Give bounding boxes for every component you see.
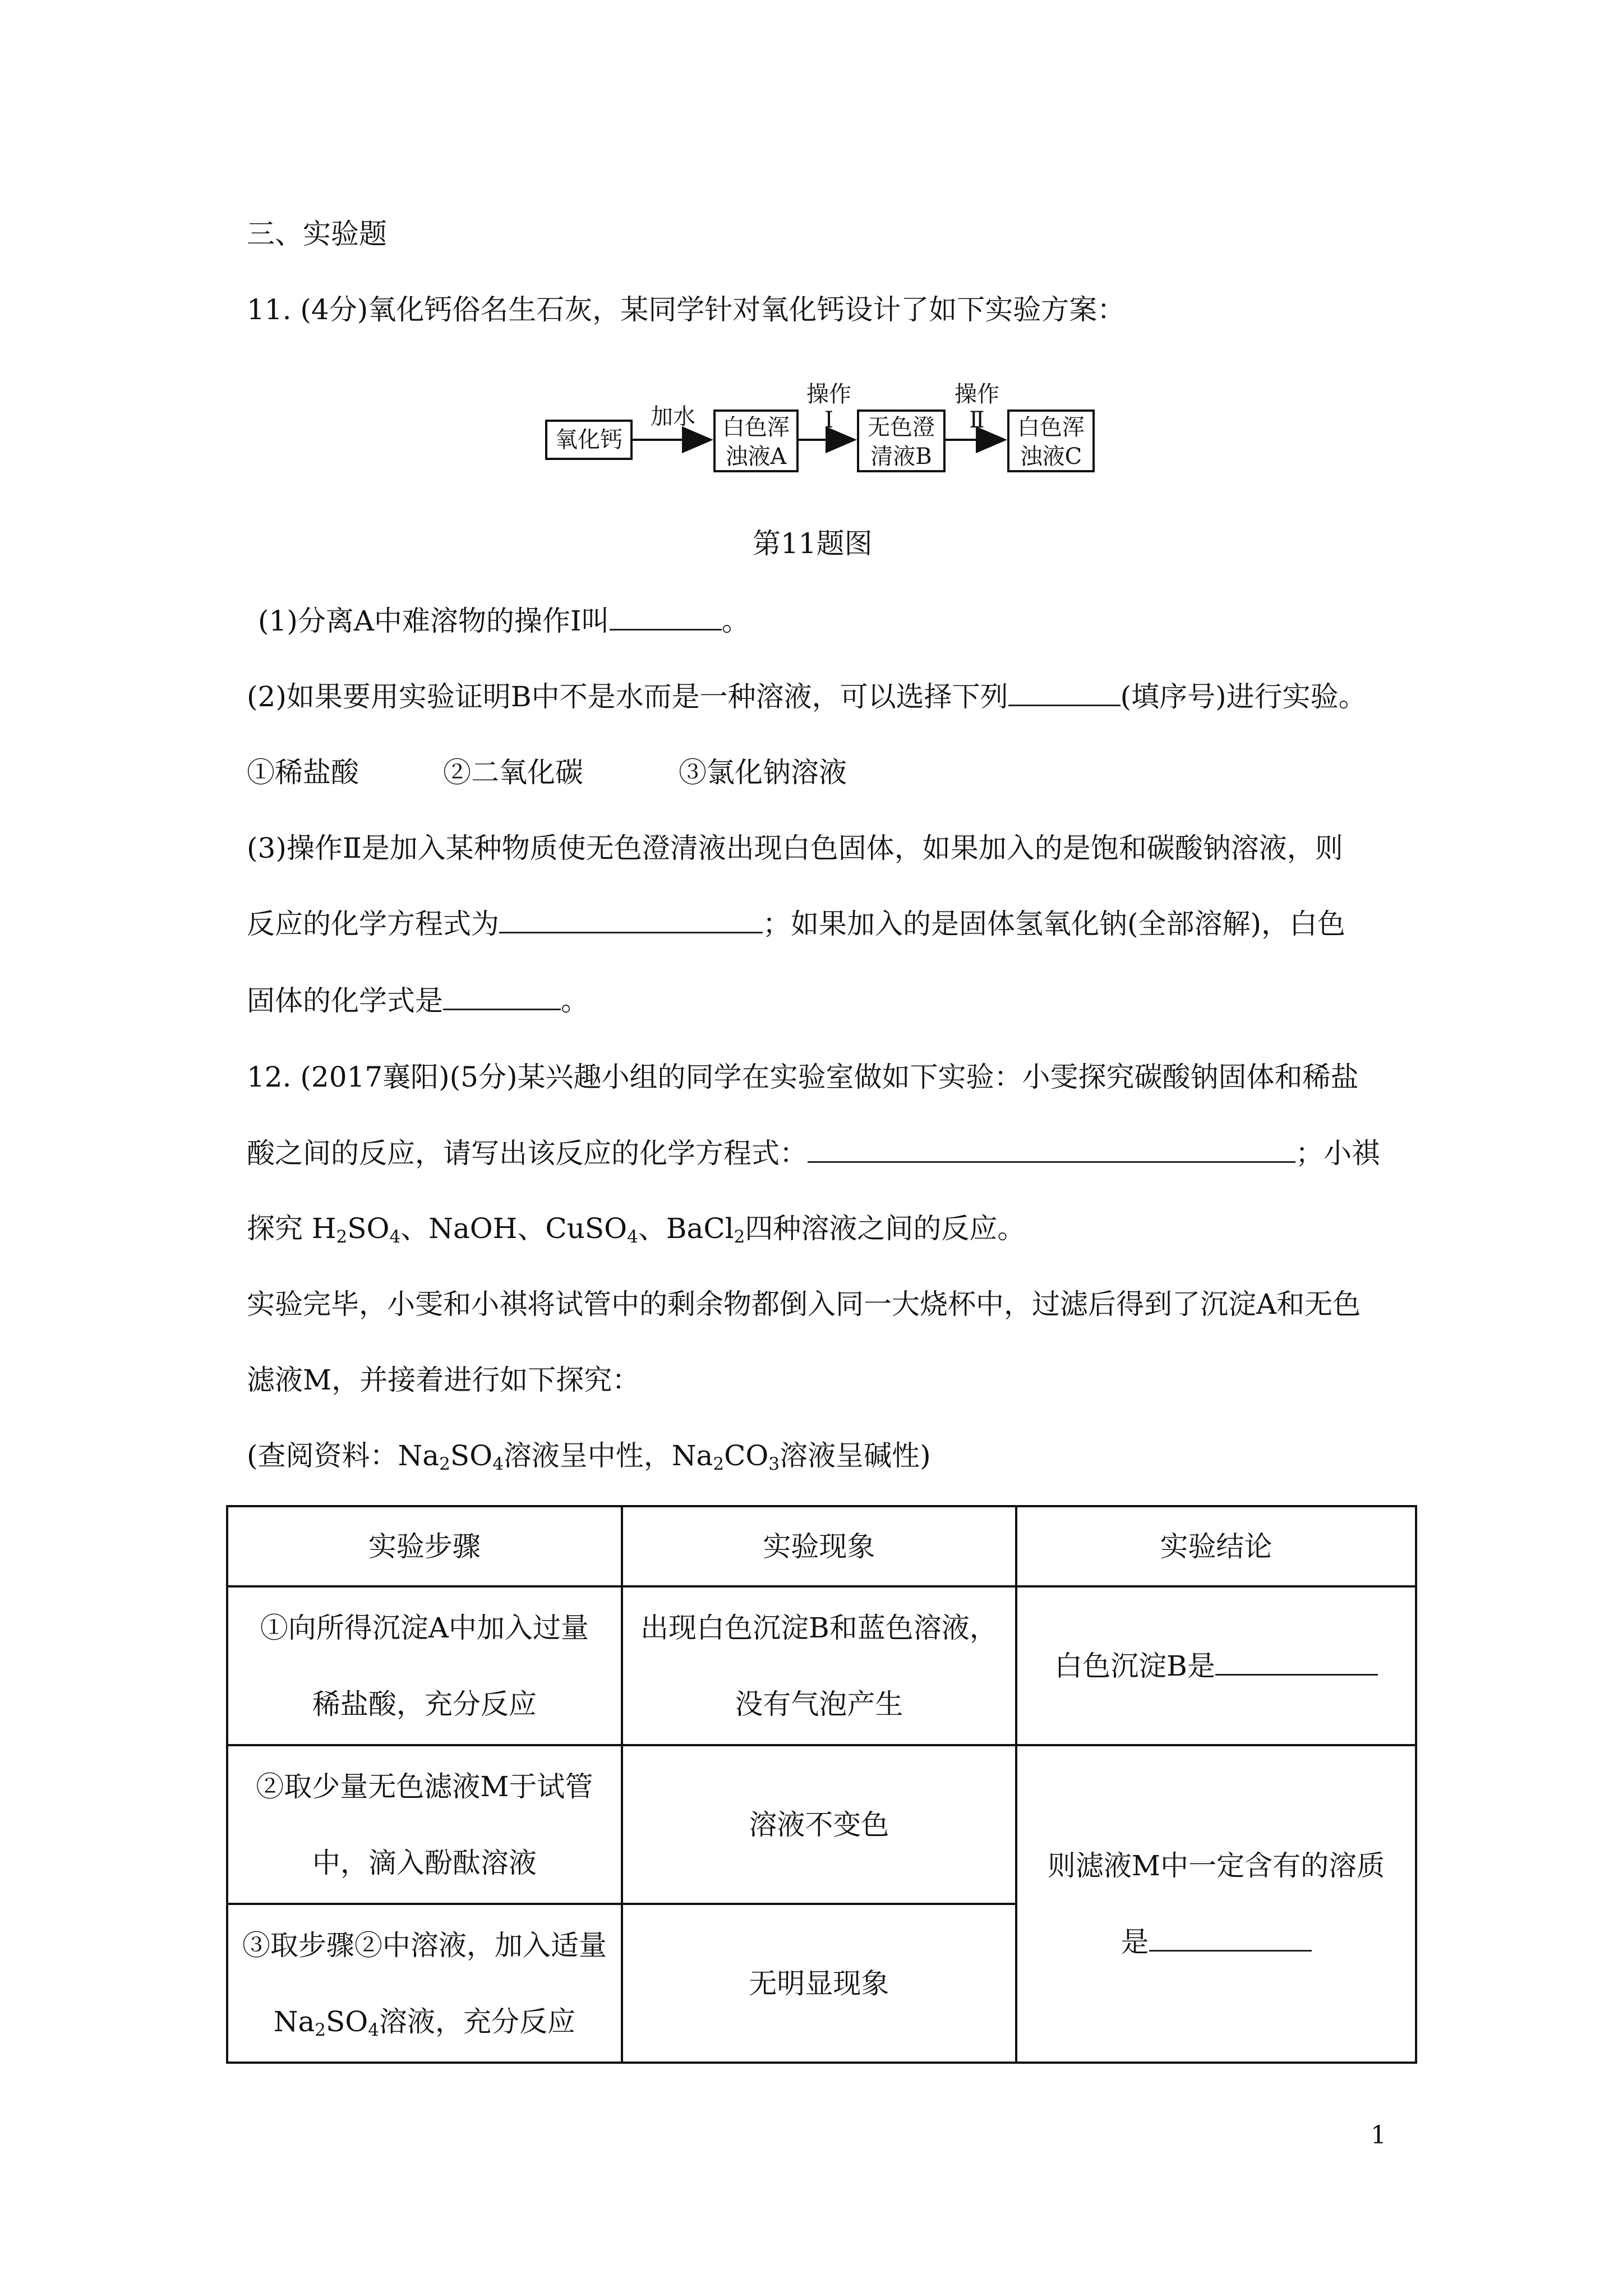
- q12-l6-sub4: 3: [768, 1453, 780, 1474]
- q11-part3-line2-end: ；如果加入的是固体氢氧化钠(全部溶解)，白色: [763, 908, 1346, 940]
- flow-arrows: [0, 0, 1623, 505]
- row23-concl-blank[interactable]: [1149, 1925, 1312, 1952]
- q12-l3-sub3: 4: [627, 1226, 638, 1247]
- q12-l6-a: (查阅资料：Na: [247, 1439, 440, 1472]
- q12-l3-e: 四种溶液之间的反应。: [745, 1212, 1026, 1245]
- q12-l6-b: SO: [450, 1439, 493, 1472]
- q12-l6-sub1: 2: [439, 1453, 450, 1474]
- row3-phenomenon: 无明显现象: [622, 1904, 1016, 2063]
- q12-l6-sub2: 4: [492, 1453, 504, 1474]
- row3-l2-b: SO: [325, 2005, 368, 2038]
- q11-part1: [258, 603, 750, 639]
- header-step: 实验步骤: [227, 1506, 622, 1586]
- row1-step-line2: 稀盐酸，充分反应: [312, 1687, 537, 1720]
- q11-part3-line3-end: 。: [561, 984, 589, 1017]
- q11-part3-formula-blank[interactable]: [443, 984, 561, 1010]
- q11-part1-end: 。: [721, 605, 750, 637]
- q12-line2-end: ；小祺: [1295, 1137, 1380, 1170]
- row1-step-line1: ①向所得沉淀A中加入过量: [260, 1611, 589, 1644]
- flow-box-a-line2: 浊液A: [725, 444, 787, 470]
- row23-conclusion: [1016, 1745, 1416, 2063]
- q12-l6-e: 溶液呈碱性): [780, 1439, 931, 1472]
- row2-step-line1: ②取少量无色滤液M于试管: [256, 1770, 593, 1803]
- flow-box-b-line1: 无色澄: [868, 415, 935, 440]
- q12-l3-sub1: 2: [336, 1226, 348, 1247]
- row1-concl-blank[interactable]: [1215, 1649, 1378, 1676]
- q11-part3-line3: [247, 983, 589, 1019]
- q12-line4: 实验完毕，小雯和小祺将试管中的剩余物都倒入同一大烧杯中，过滤后得到了沉淀A和无色: [247, 1288, 1361, 1320]
- q12-equation-blank[interactable]: [808, 1137, 1295, 1163]
- q12-l3-b: SO: [347, 1212, 390, 1245]
- q11-part1-blank[interactable]: [610, 604, 722, 631]
- header-phenomenon: 实验现象: [622, 1506, 1016, 1586]
- header-conclusion: 实验结论: [1016, 1506, 1416, 1586]
- row3-l2-a: Na: [273, 2005, 315, 2038]
- row1-concl-text: 白色沉淀B是: [1054, 1649, 1215, 1682]
- q12-l3-sub2: 4: [389, 1226, 401, 1247]
- q11-part1-text: (1)分离A中难溶物的操作Ⅰ叫: [258, 605, 610, 637]
- q11-option-2: ②二氧化碳: [443, 756, 583, 789]
- experiment-table: [226, 1505, 1417, 2064]
- row2-step: [227, 1745, 622, 1904]
- q11-part3-line1: (3)操作Ⅱ是加入某种物质使无色澄清液出现白色固体，如果加入的是饱和碳酸钠溶液，则: [247, 832, 1343, 864]
- row3-step-line1: ③取步骤②中溶液，加入适量: [242, 1929, 607, 1962]
- row1-phenomenon: [622, 1586, 1016, 1745]
- q11-part3-line2: [247, 906, 1345, 942]
- q12-line1: 12. (2017襄阳)(5分)某兴趣小组的同学在实验室做如下实验：小雯探究碳酸钠固体和稀盐: [247, 1061, 1359, 1093]
- flow-box-b-line2: 清液B: [870, 444, 932, 470]
- q11-option-3: ③氯化钠溶液: [679, 756, 847, 789]
- q11-part2-blank[interactable]: [1008, 680, 1121, 706]
- q11-part2-end: (填序号)进行实验。: [1120, 680, 1367, 713]
- flow-box-cao-label: 氧化钙: [555, 427, 623, 453]
- row1-step: [227, 1586, 622, 1745]
- table-header-row: [227, 1506, 1416, 1586]
- q12-line6: [247, 1438, 931, 1474]
- flow-box-a-line1: 白色浑: [722, 415, 790, 440]
- flow-arrow3-label-bottom: Ⅱ: [969, 407, 985, 433]
- q12-line5: 滤液M，并接着进行如下探究：: [247, 1364, 640, 1396]
- row23-concl-line1: 则滤液M中一定含有的溶质: [1047, 1849, 1385, 1883]
- row23-concl-line2-text: 是: [1121, 1926, 1149, 1959]
- row3-step-line2: [239, 1984, 610, 2060]
- row2-phenomenon: 溶液不变色: [622, 1745, 1016, 1904]
- row3-step: [227, 1904, 622, 2063]
- table-row: [227, 1745, 1416, 1904]
- row23-concl-line2: [1029, 1904, 1404, 1980]
- flow-box-c-line1: 白色浑: [1017, 415, 1085, 440]
- flow-arrow2-label-top: 操作: [806, 381, 851, 407]
- q12-l3-sub4: 2: [734, 1226, 745, 1247]
- q11-part3-equation-blank[interactable]: [499, 907, 763, 933]
- table-row: [227, 1586, 1416, 1745]
- q11-part2: [247, 679, 1367, 715]
- q11-stem: 11. (4分)氧化钙俗名生石灰，某同学针对氧化钙设计了如下实验方案：: [247, 293, 1126, 326]
- page-number: 1: [1371, 2121, 1386, 2150]
- q12-l6-d: CO: [724, 1439, 769, 1472]
- flow-box-c-line2: 浊液C: [1020, 444, 1082, 470]
- q11-part3-line3-text: 固体的化学式是: [247, 984, 443, 1017]
- q11-option-1: ①稀盐酸: [247, 756, 359, 789]
- q12-line2: [247, 1135, 1380, 1171]
- row1-conclusion: [1016, 1586, 1416, 1745]
- flow-arrow3-label-top: 操作: [955, 381, 999, 407]
- flow-arrow1-label: 加水: [651, 404, 695, 430]
- q12-line2-text: 酸之间的反应，请写出该反应的化学方程式：: [247, 1137, 808, 1170]
- row3-l2-sub2: 4: [368, 2019, 379, 2040]
- q11-caption: 第11题图: [753, 527, 873, 560]
- section-title: 三、实验题: [247, 218, 387, 250]
- flow-arrow2-label-bottom: Ⅰ: [824, 407, 833, 433]
- row3-l2-c: 溶液，充分反应: [379, 2005, 575, 2038]
- q12-l3-c: 、NaOH、CuSO: [400, 1212, 628, 1245]
- q12-l3-a: 探究 H: [247, 1212, 336, 1245]
- q12-l6-c: 溶液呈中性，Na: [503, 1439, 713, 1472]
- q12-l3-d: 、BaCl: [638, 1212, 734, 1245]
- row1-phen-line1: 出现白色沉淀B和蓝色溶液，: [640, 1611, 998, 1644]
- q11-part3-line2-text: 反应的化学方程式为: [247, 908, 499, 940]
- row3-l2-sub1: 2: [315, 2019, 326, 2040]
- row2-step-line2: 中，滴入酚酞溶液: [312, 1846, 537, 1879]
- q12-line3: [247, 1211, 1025, 1246]
- q12-l6-sub3: 2: [713, 1453, 725, 1474]
- q11-part2-text: (2)如果要用实验证明B中不是水而是一种溶液，可以选择下列: [247, 680, 1008, 713]
- row1-phen-line2: 没有气泡产生: [735, 1687, 903, 1720]
